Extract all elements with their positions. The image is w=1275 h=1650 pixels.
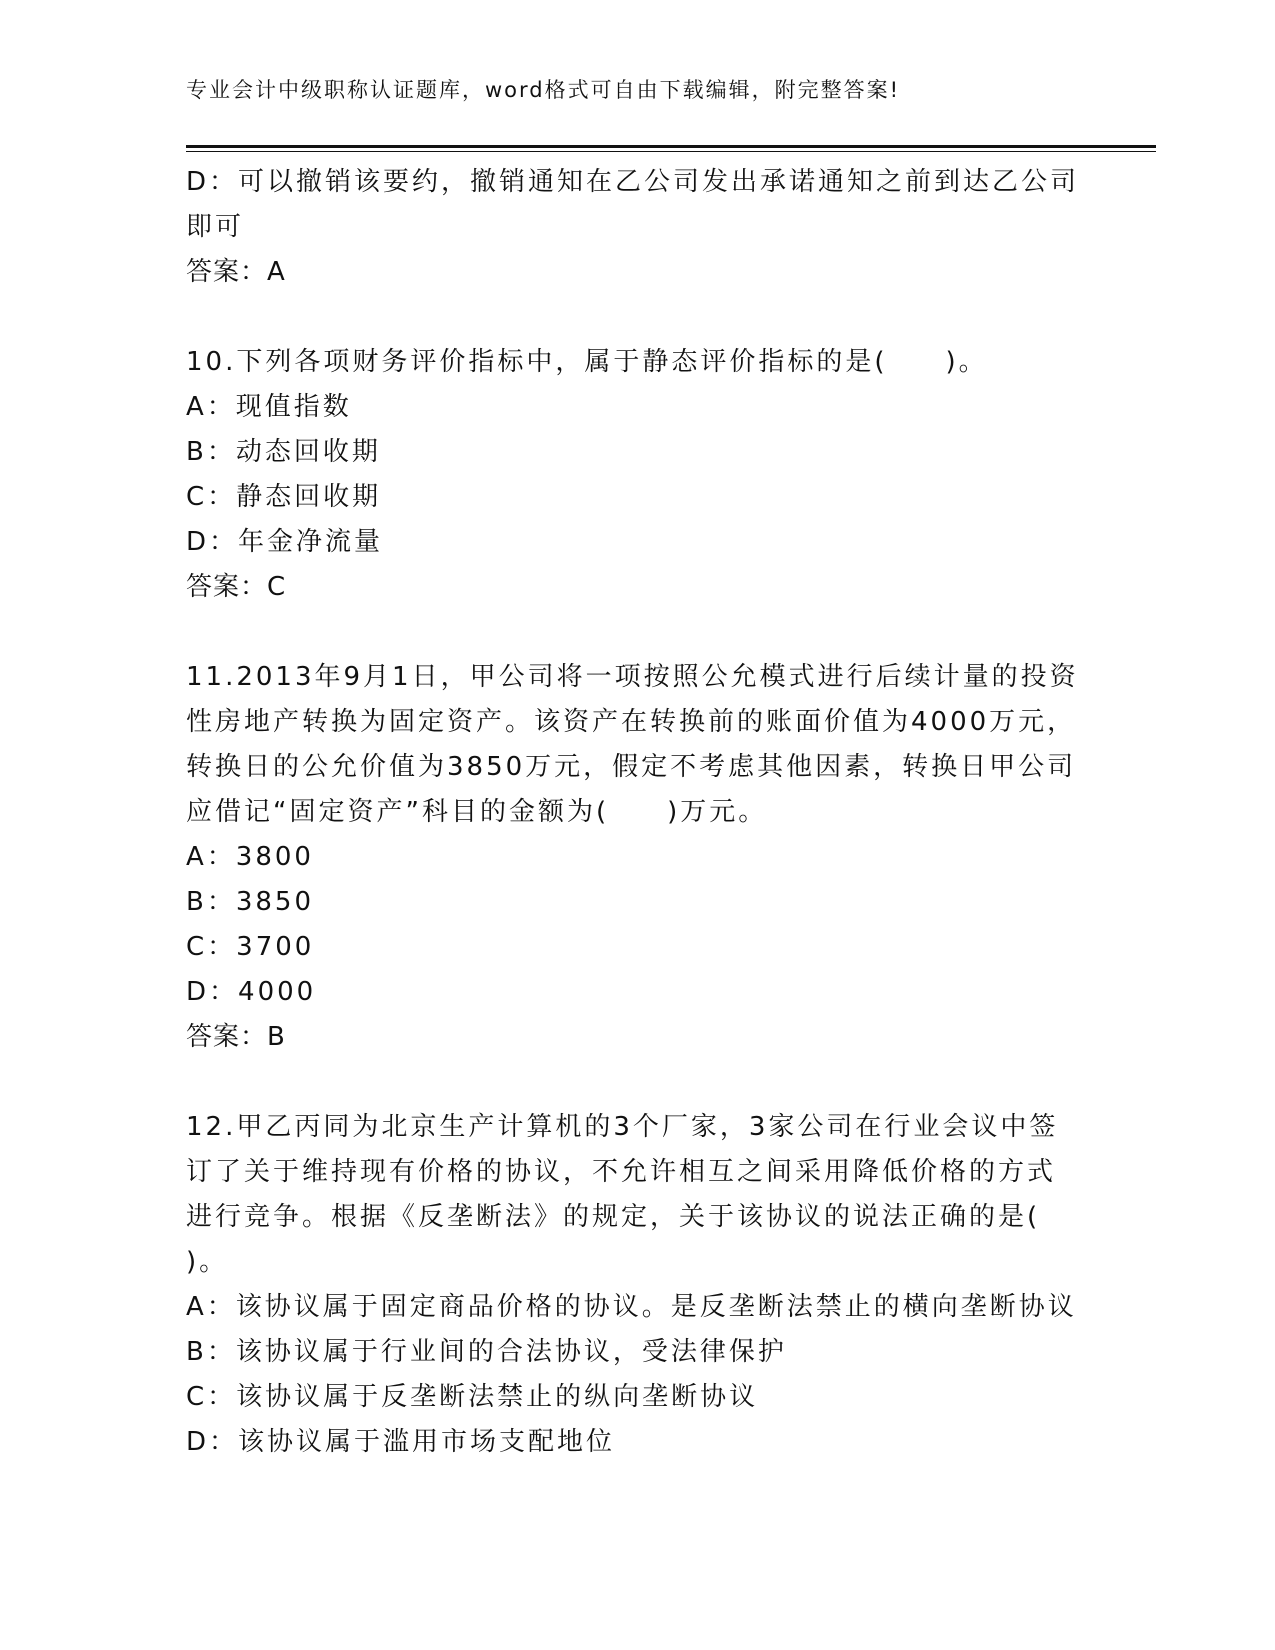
- question-12: [186, 1105, 1086, 1465]
- question-stem: 10.下列各项财务评价指标中，属于静态评价指标的是( )。: [186, 347, 988, 377]
- option-b: B：3850: [186, 887, 315, 917]
- question-10: [186, 340, 1086, 610]
- option-a: A：3800: [186, 842, 314, 872]
- answer-line: 答案：A: [186, 257, 286, 287]
- question-stem: 订了关于维持现有价格的协议，不允许相互之间采用降低价格的方式: [186, 1157, 1057, 1187]
- option-c: C：该协议属于反垄断法禁止的纵向垄断协议: [186, 1382, 759, 1412]
- answer-line: 答案：C: [186, 572, 287, 602]
- question-stem: 性房地产转换为固定资产。该资产在转换前的账面价值为4000万元，: [186, 707, 1077, 737]
- option-a: A：现值指数: [186, 392, 352, 422]
- option-d-line: D：可以撤销该要约，撤销通知在乙公司发出承诺通知之前到达乙公司: [186, 167, 1080, 197]
- header-divider-thin: [186, 151, 1156, 152]
- option-a: A：该协议属于固定商品价格的协议。是反垄断法禁止的横向垄断协议: [186, 1292, 1077, 1322]
- prev-question-tail: [186, 160, 1086, 295]
- question-stem: 应借记“固定资产”科目的金额为( )万元。: [186, 797, 768, 827]
- page-header: 专业会计中级职称认证题库，word格式可自由下载编辑，附完整答案!: [186, 78, 901, 102]
- question-stem: 11.2013年9月1日，甲公司将一项按照公允模式进行后续计量的投资: [186, 662, 1079, 692]
- option-d: D：该协议属于滥用市场支配地位: [186, 1427, 616, 1457]
- header-divider-thick: [186, 145, 1156, 148]
- answer-line: 答案：B: [186, 1022, 286, 1052]
- option-b: B：动态回收期: [186, 437, 381, 467]
- option-c: C：3700: [186, 932, 315, 962]
- question-stem: 转换日的公允价值为3850万元，假定不考虑其他因素，转换日甲公司: [186, 752, 1077, 782]
- question-11: [186, 655, 1086, 1060]
- option-d-line: 即可: [186, 212, 245, 242]
- question-stem: )。: [186, 1247, 229, 1277]
- document-body: [186, 160, 1086, 1465]
- question-stem: 进行竞争。根据《反垄断法》的规定，关于该协议的说法正确的是(: [186, 1202, 1041, 1232]
- option-b: B：该协议属于行业间的合法协议，受法律保护: [186, 1337, 787, 1367]
- option-d: D：年金净流量: [186, 527, 384, 557]
- option-c: C：静态回收期: [186, 482, 382, 512]
- option-d: D：4000: [186, 977, 317, 1007]
- question-stem: 12.甲乙丙同为北京生产计算机的3个厂家，3家公司在行业会议中签: [186, 1112, 1059, 1142]
